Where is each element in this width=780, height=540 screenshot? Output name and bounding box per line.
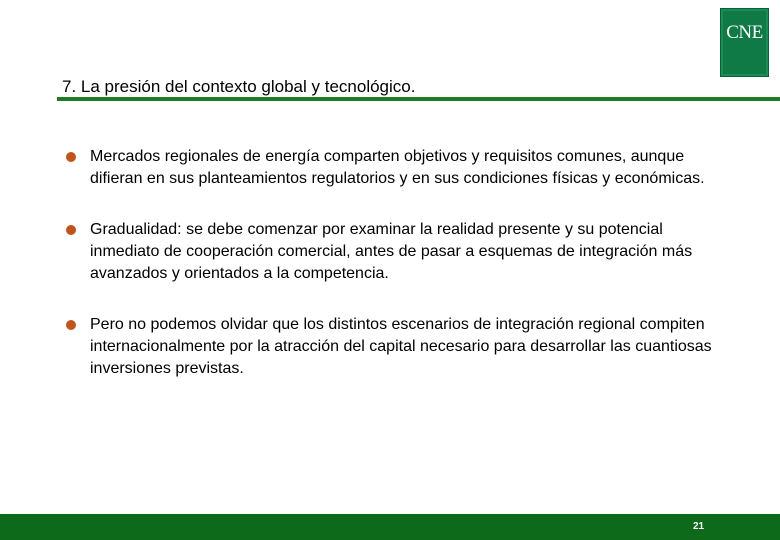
page-number: 21	[693, 521, 705, 532]
bullet-text: Pero no podemos olvidar que los distintos escenarios de integración regional compiten internacionalmente por la atracción del capital necesario para desarrollar las cuantiosas inversiones previstas.	[90, 316, 712, 377]
title-divider	[57, 97, 780, 101]
bullet-dot-icon	[66, 152, 76, 162]
bullet-dot-icon	[66, 320, 76, 330]
page-title: 7. La presión del contexto global y tecnológico.	[62, 77, 416, 96]
logo-text: CNE	[726, 22, 763, 43]
bullet-list	[64, 146, 724, 380]
bullet-dot-icon	[66, 225, 76, 235]
footer-bar	[0, 514, 780, 540]
bullet-text: Gradualidad: se debe comenzar por examinar la realidad presente y su potencial inmediato de cooperación comercial, antes de pasar a esquemas de integración más avanzados y orientados a la competencia.	[90, 221, 693, 282]
bullet-item	[64, 146, 724, 190]
cne-logo	[720, 8, 769, 77]
bullet-item	[64, 314, 724, 380]
bullet-text: Mercados regionales de energía comparten objetivos y requisitos comunes, aunque difieran en sus planteamientos regulatorios y en sus condiciones físicas y económicas.	[90, 148, 705, 187]
bullet-item	[64, 219, 724, 285]
